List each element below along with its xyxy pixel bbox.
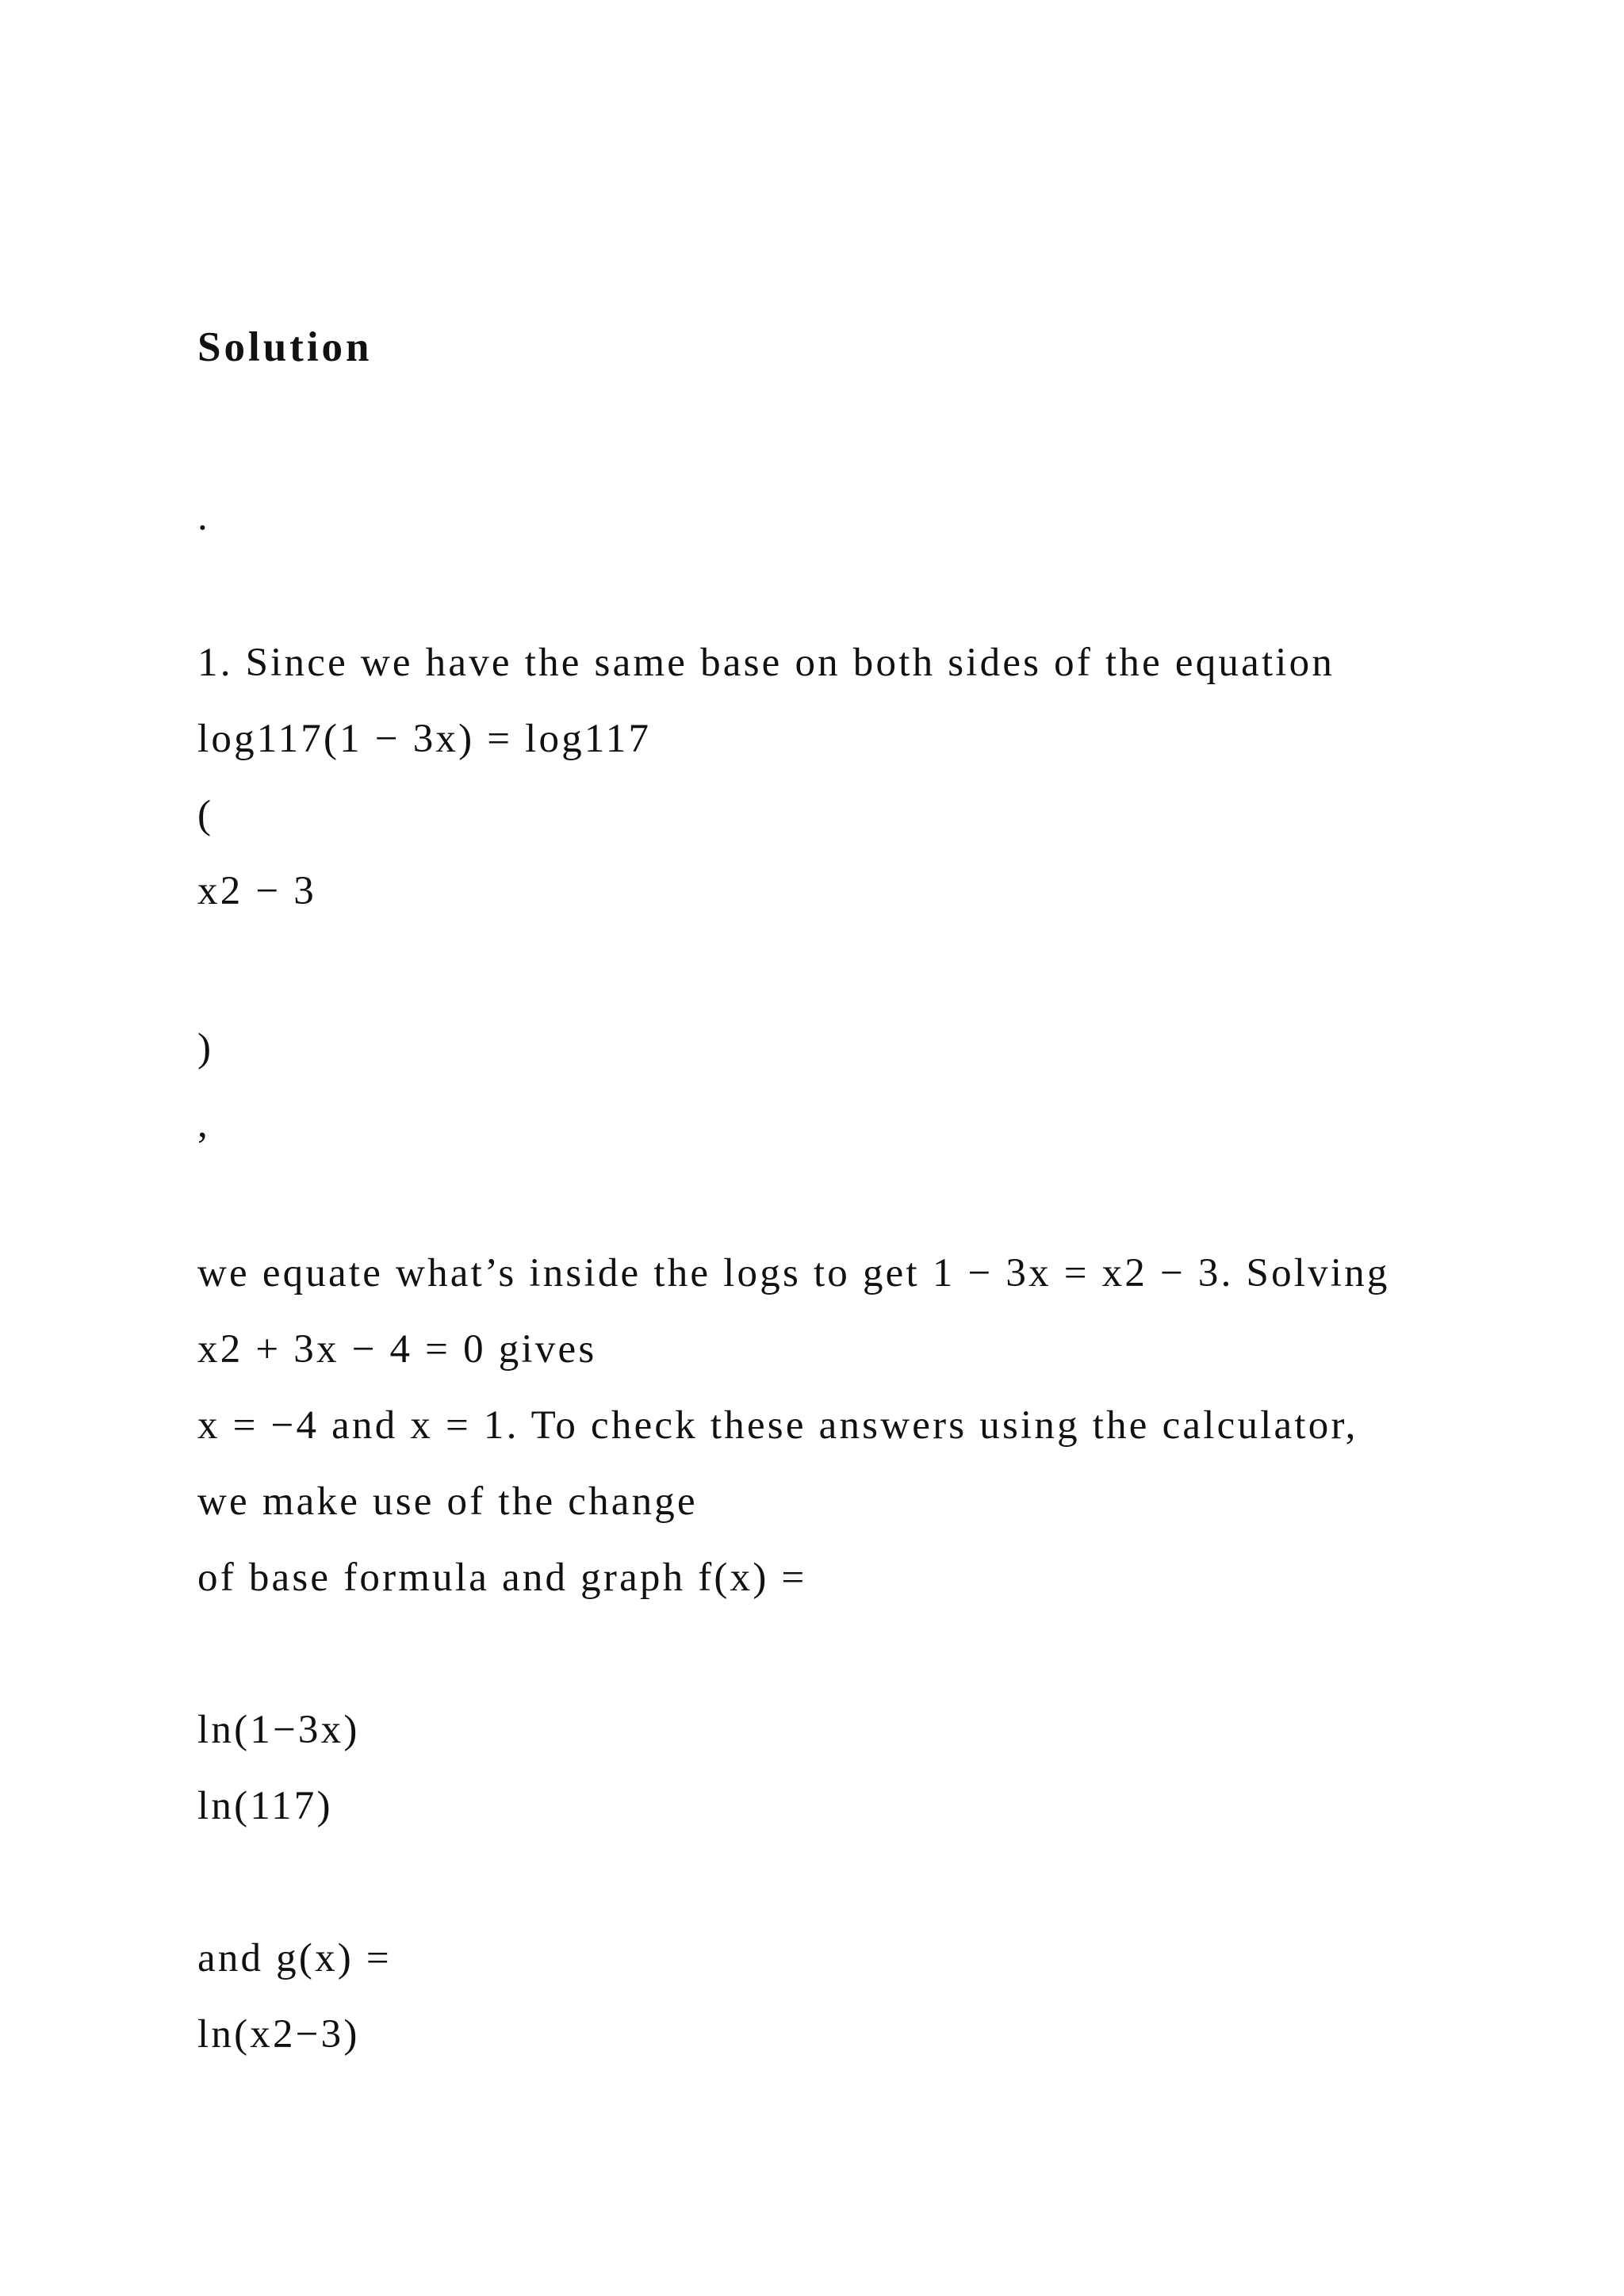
text-line: we make use of the change	[197, 1479, 698, 1524]
text-line: )	[197, 1026, 214, 1070]
text-line: 1. Since we have the same base on both sides of the equation	[197, 641, 1335, 685]
formula-denominator: ln(117)	[197, 1784, 333, 1828]
text-line: (	[197, 793, 214, 837]
text-line: x = −4 and x = 1. To check these answers using the calculator,	[197, 1403, 1358, 1448]
text-line: and g(x) =	[197, 1936, 392, 1980]
text-line: of base formula and graph f(x) =	[197, 1556, 807, 1600]
formula-numerator: ln(x2−3)	[197, 2012, 360, 2057]
page-title: Solution	[197, 324, 373, 370]
text-line: x2 − 3	[197, 869, 316, 913]
text-line: x2 + 3x − 4 = 0 gives	[197, 1327, 597, 1372]
text-line-comma: ,	[197, 1102, 210, 1146]
text-line: we equate what’s inside the logs to get 1 − 3x = x2 − 3. Solving	[197, 1251, 1390, 1295]
text-line: log117(1 − 3x) = log117	[197, 717, 652, 761]
text-line-dot: .	[197, 495, 210, 539]
formula-numerator: ln(1−3x)	[197, 1708, 360, 1752]
